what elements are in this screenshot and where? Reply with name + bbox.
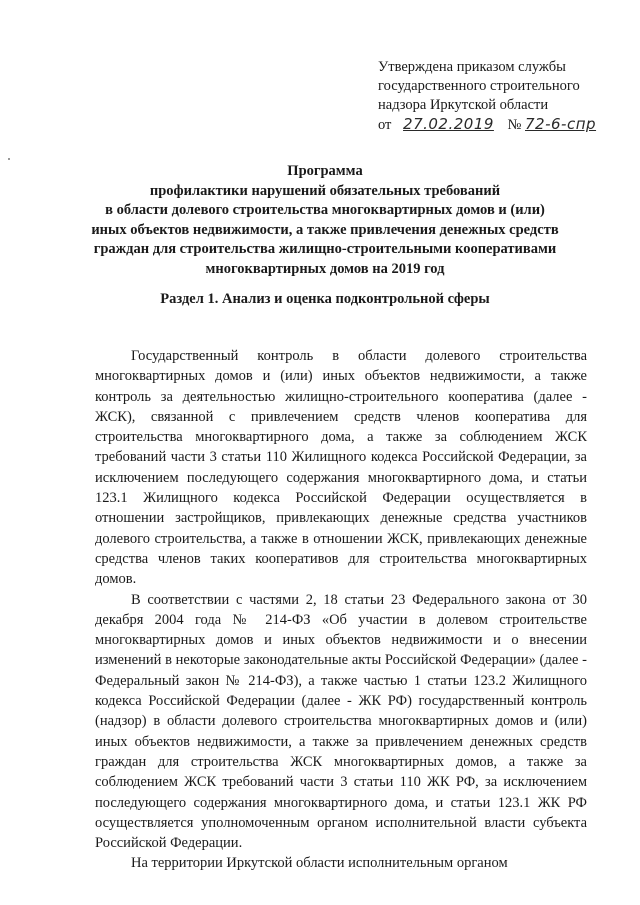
paragraph-3: На территории Иркутской области исполнительным органом bbox=[131, 855, 508, 872]
section-heading: Раздел 1. Анализ и оценка подконтрольной сферы bbox=[160, 291, 490, 307]
paragraph-1: Государственный контроль в области долевого строительства многоквартирных домов и (или) иных объектов недвижимости, а также контроль за деятельностью жилищно-строительного кооператива (далее - ЖСК), связанной с привлечением средств членов кооператива для строительства многоквартирного дома, а также за соблюдением ЖСК требований части 3 статьи 110 Жилищного кодекса Российской Федерации, за исключением последующего содержания многоквартирного дома, и статьи 123.1 Жилищного кодекса Российской Федерации осуществляется в отношении застройщиков, привлекающих денежные средства участников долевого строительства, а также в отношении ЖСК, привлекающих денежные средства членов таких кооперативов для строительства многоквартирных домов. bbox=[95, 348, 587, 588]
title-line-5: граждан для строительства жилищно-строительными кооперативами bbox=[93, 241, 557, 257]
document-body bbox=[95, 346, 587, 874]
scan-mark bbox=[8, 158, 10, 160]
approval-line-3: надзора Иркутской области bbox=[378, 97, 549, 113]
title-line-6: многоквартирных домов на 2019 год bbox=[205, 260, 445, 277]
title-line-2: профилактики нарушений обязательных требований bbox=[149, 182, 501, 199]
approval-line-2: государственного строительного bbox=[378, 78, 580, 94]
number-label: № bbox=[507, 117, 522, 133]
title-line-1: Программа bbox=[287, 163, 363, 179]
title-line-4: иных объектов недвижимости, а также привлечения денежных средств bbox=[91, 221, 559, 238]
approval-line-1: Утверждена приказом службы bbox=[378, 59, 566, 75]
approval-stamp bbox=[378, 58, 596, 135]
from-label: от bbox=[378, 117, 392, 133]
handwritten-number: 72-6-спр bbox=[525, 115, 597, 133]
document-title bbox=[60, 162, 590, 279]
title-line-3: в области долевого строительства многоквартирных домов и (или) bbox=[105, 202, 545, 218]
handwritten-date: 27.02.2019 bbox=[403, 115, 494, 133]
paragraph-2: В соответствии с частями 2, 18 статьи 23 Федерального закона от 30 декабря 2004 года № 214-ФЗ «Об участии в долевом строительстве многоквартирных домов и иных объектов недвижимости и о внесении изменений в некоторые законодательные акты Российской Федерации» (далее - Федеральный закон № 214-ФЗ), а также частью 1 статьи 123.2 Жилищного кодекса Российской Федерации (далее - ЖК РФ) государственный контроль (надзор) в области долевого строительства многоквартирных домов и (или) иных объектов недвижимости, а также за привлечением денежных средств граждан для строительства ЖСК многоквартирных домов, а также за соблюдением ЖСК требований части 3 статьи 110 ЖК РФ, за исключением последующего содержания многоквартирного дома, и статьи 123.1 ЖК РФ осуществляется уполномоченным органом исполнительной власти субъекта Российской Федерации. bbox=[95, 591, 587, 852]
approval-date-line bbox=[378, 115, 596, 135]
